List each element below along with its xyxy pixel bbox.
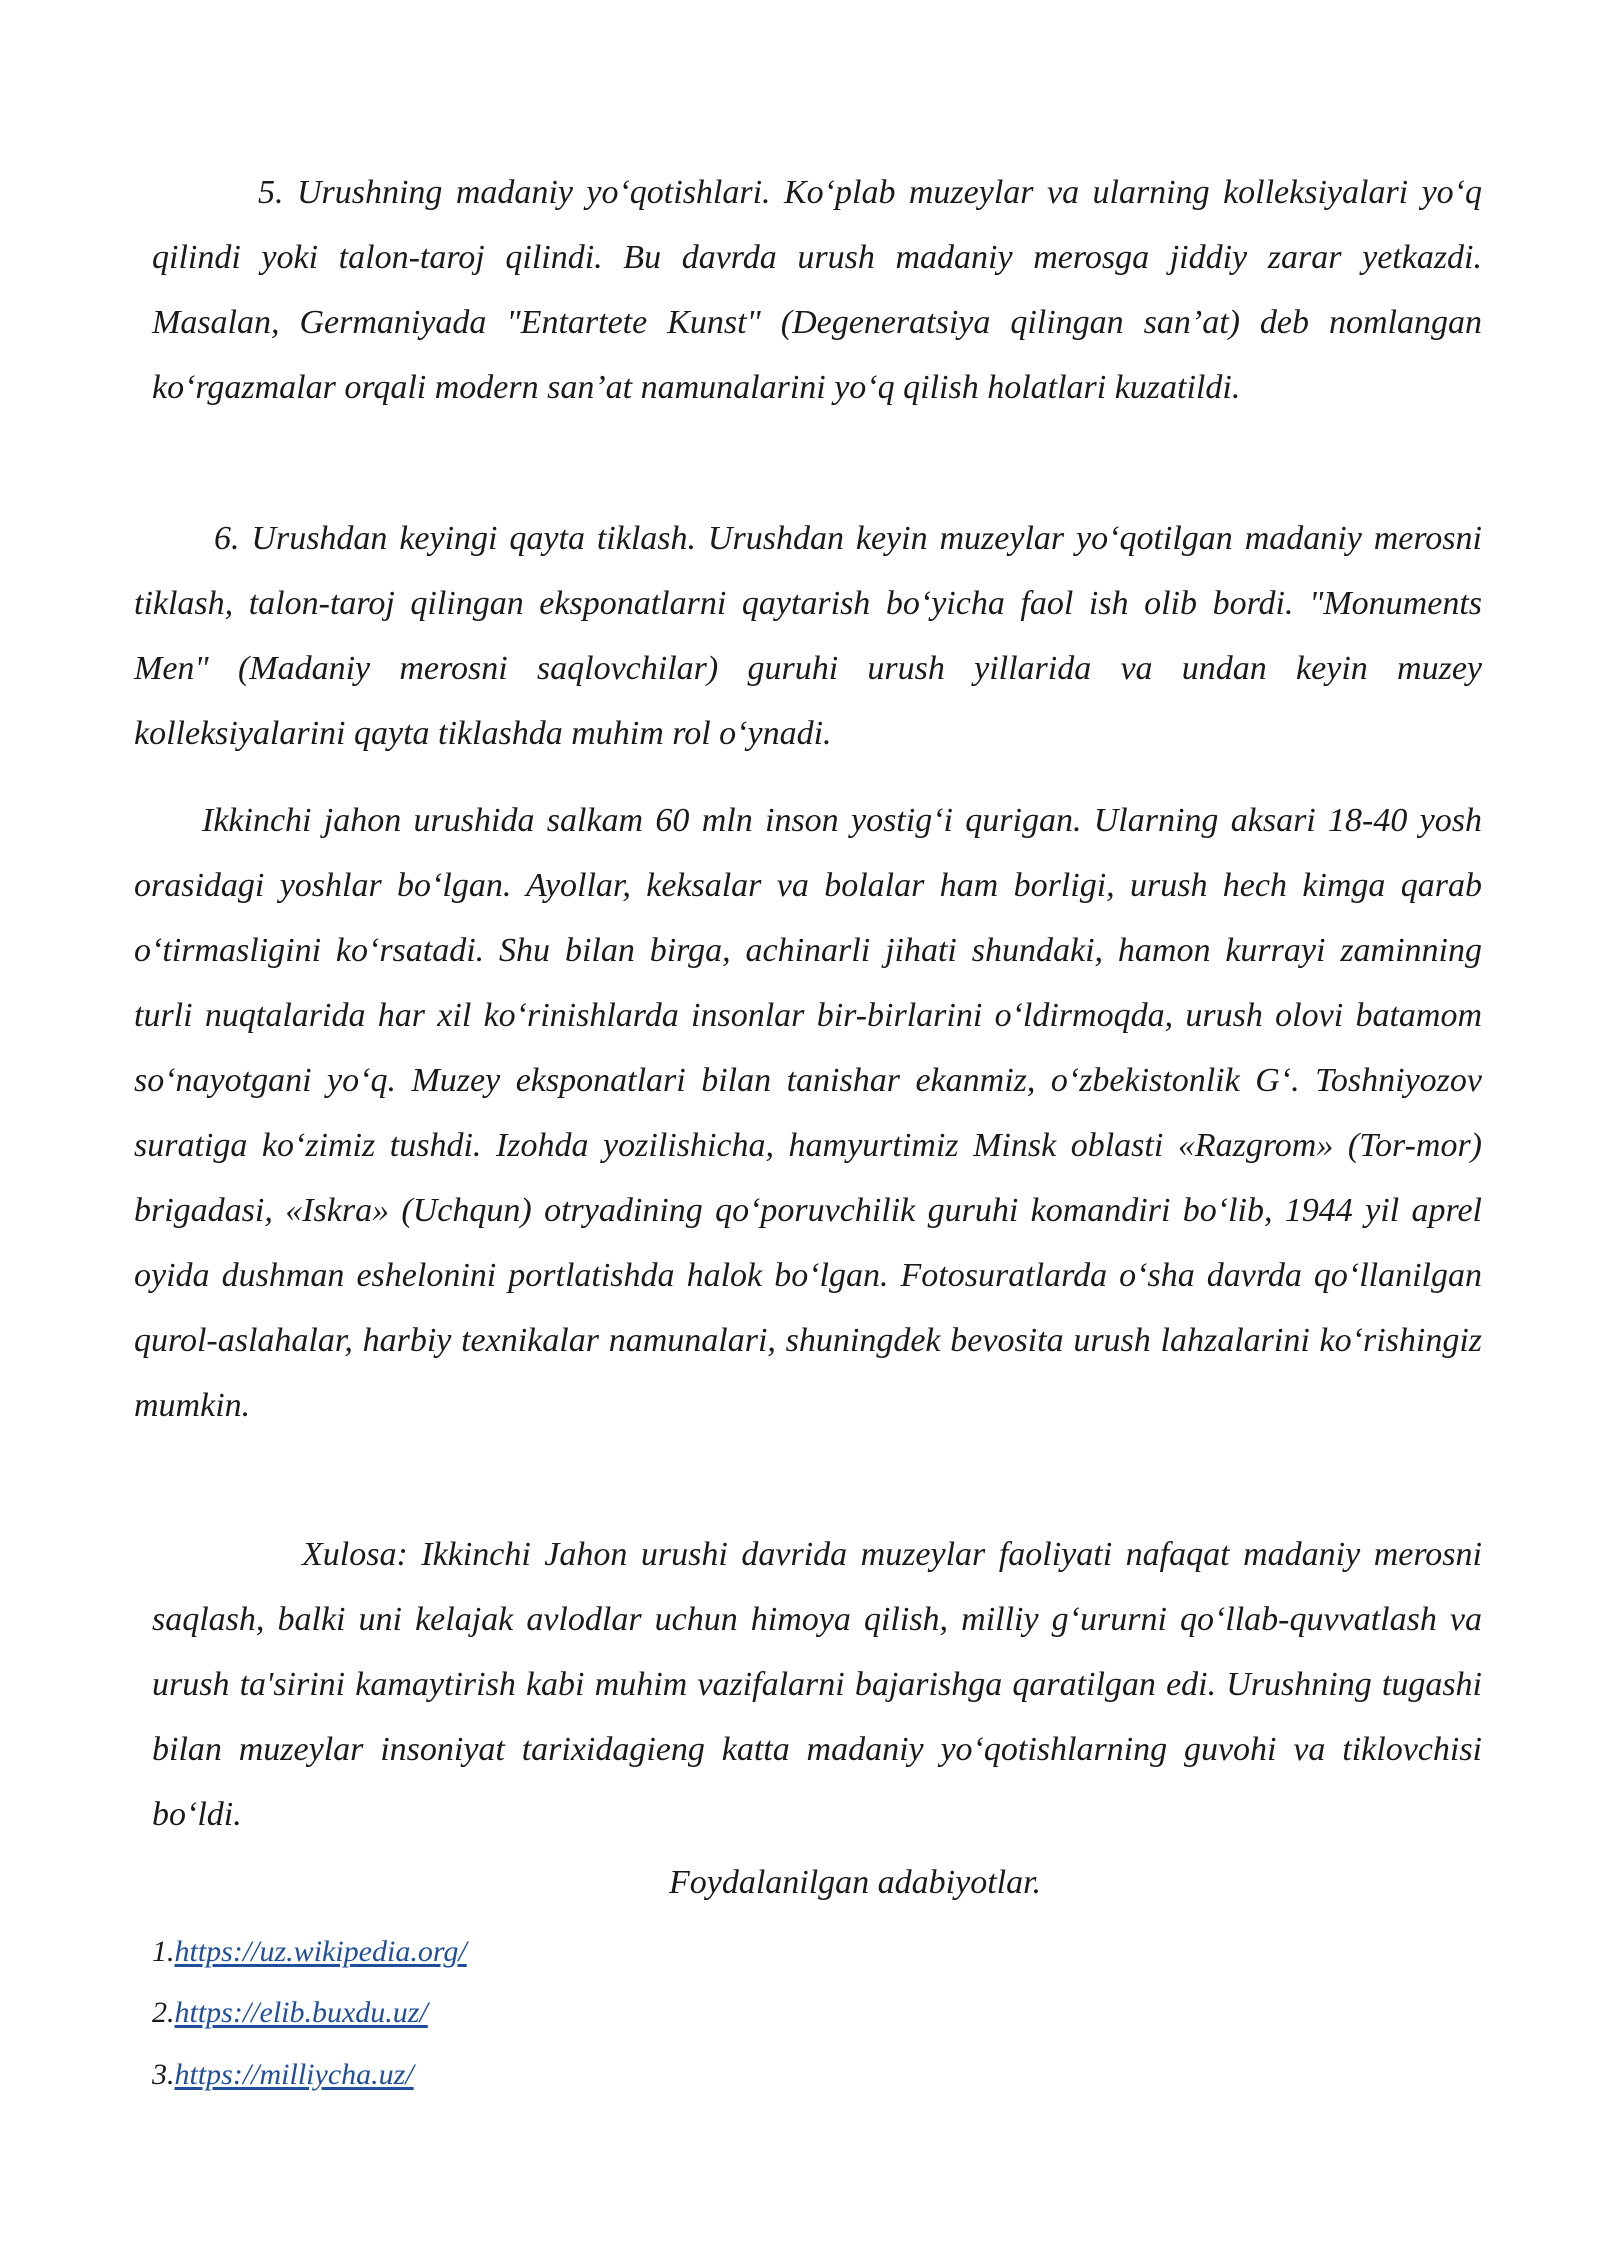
reference-item	[152, 1932, 467, 1972]
reference-item	[152, 1993, 428, 2033]
reference-link[interactable]: https://uz.wikipedia.org/	[174, 1935, 467, 1968]
paragraph-cultural-losses: 5. Urushning madaniy yo‘qotishlari. Ko‘plab muzeylar va ularning kolleksiyalari yo‘q qilindi yoki talon-taroj qilindi. Bu davrda urush madaniy merosga jiddiy zarar yetkazdi. Masalan, Germaniyada "Entartete Kunst" (Degeneratsiya qilingan san’at) deb nomlangan ko‘rgazmalar orqali modern san’at namunalarini yo‘q qilish holatlari kuzatildi.	[152, 174, 1482, 406]
paragraph-conclusion: Xulosa: Ikkinchi Jahon urushi davrida muzeylar faoliyati nafaqat madaniy merosni saqlash, balki uni kelajak avlodlar uchun himoya qilish, milliy g‘ururni qo‘llab-quvvatlash va urush ta'sirini kamaytirish kabi muhim vazifalarni bajarishga qaratilgan edi. Urushning tugashi bilan muzeylar insoniyat tarixidagieng katta madaniy yo‘qotishlarning guvohi va tiklovchisi bo‘ldi.	[152, 1536, 1482, 1833]
references-title: Foydalanilgan adabiyotlar.	[668, 1864, 1042, 1901]
paragraph-war-casualties: Ikkinchi jahon urushida salkam 60 mln inson yostig‘i qurigan. Ularning aksari 18-40 yosh orasidagi yoshlar bo‘lgan. Ayollar, keksalar va bolalar ham borligi, urush hech kimga qarab o‘tirmasligini ko‘rsatadi. Shu bilan birga, achinarli jihati shundaki, hamon kurrayi zaminning turli nuqtalarida har xil ko‘rinishlarda insonlar bir-birlarini o‘ldirmoqda, urush olovi batamom so‘nayotgani yo‘q. Muzey eksponatlari bilan tanishar ekanmiz, o‘zbekistonlik G‘. Toshniyozov suratiga ko‘zimiz tushdi. Izohda yozilishicha, hamyurtimiz Minsk oblasti «Razgrom» (Tor-mor) brigadasi, «Iskra» (Uchqun) otryadining qo‘poruvchilik guruhi komandiri bo‘lib, 1944 yil aprel oyida dushman eshelonini portlatishda halok bo‘lgan. Fotosuratlarda o‘sha davrda qo‘llanilgan qurol-aslahalar, harbiy texnikalar namunalari, shuningdek bevosita urush lahzalarini ko‘rishingiz mumkin.	[134, 802, 1482, 1424]
reference-number: 3.	[152, 2058, 175, 2091]
reference-number: 1.	[152, 1935, 175, 1968]
reference-number: 2.	[152, 1996, 175, 2029]
reference-link[interactable]: https://elib.buxdu.uz/	[174, 1996, 428, 2029]
paragraph-post-war-restoration: 6. Urushdan keyingi qayta tiklash. Urushdan keyin muzeylar yo‘qotilgan madaniy merosni tiklash, talon-taroj qilingan eksponatlarni qaytarish bo‘yicha faol ish olib bordi. "Monuments Men" (Madaniy merosni saqlovchilar) guruhi urush yillarida va undan keyin muzey kolleksiyalarini qayta tiklashda muhim rol o‘ynadi.	[134, 520, 1482, 752]
reference-link[interactable]: https://milliycha.uz/	[174, 2058, 414, 2091]
reference-item	[152, 2055, 414, 2095]
